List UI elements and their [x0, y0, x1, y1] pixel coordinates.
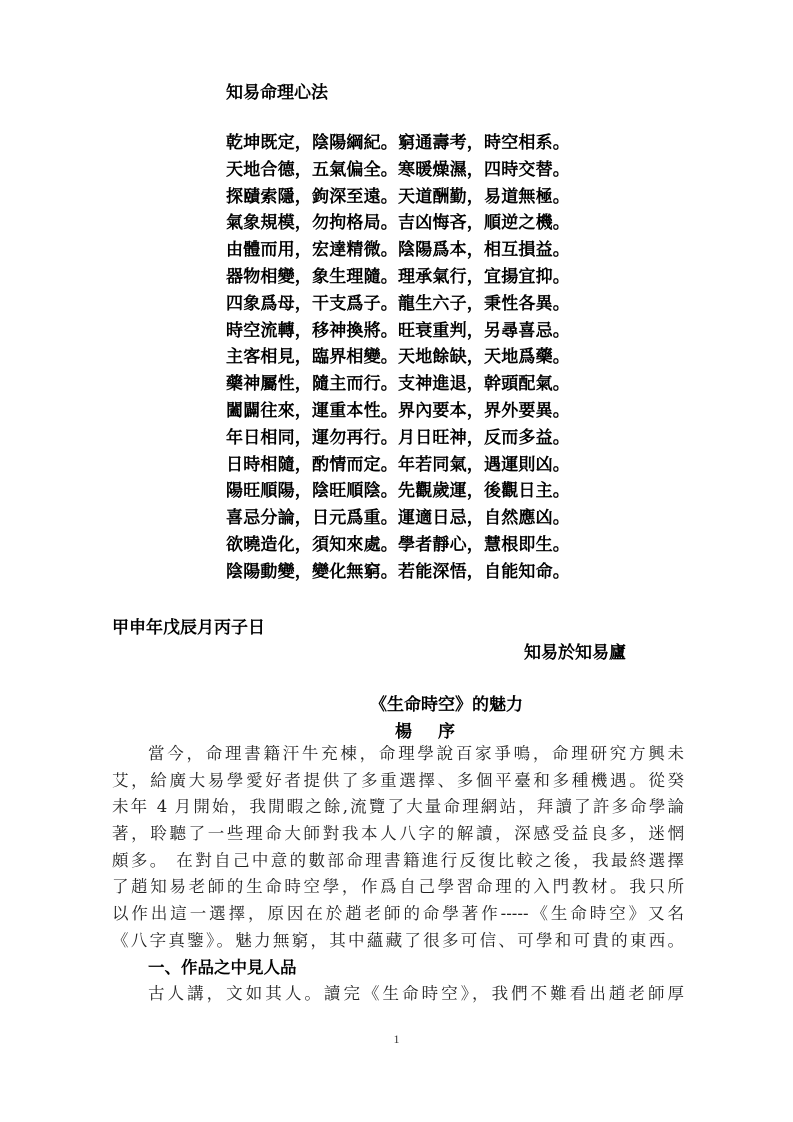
poem-line: 主客相見，臨界相變。天地餘缺，天地爲藥。: [226, 347, 570, 368]
poem-line: 陽旺順陽，陰旺順陰。先觀歲運，後觀日主。: [226, 481, 570, 502]
author-surname: 楊: [395, 722, 412, 742]
poem-line: 器物相變，象生理隨。理承氣行，宜揚宜抑。: [226, 266, 570, 287]
essay-line: 《八字真鑒》。魅力無窮，其中蘊藏了很多可信、可學和可貴的東西。: [112, 930, 684, 950]
poem-verses: [226, 130, 570, 586]
poem-line: 年日相同，運勿再行。月日旺神，反而多益。: [226, 427, 570, 448]
poem-line: 氣象規模，勿拘格局。吉凶悔吝，順逆之機。: [226, 213, 570, 234]
poem-date: 甲申年戊辰月丙子日: [112, 618, 265, 638]
poem-line: 時空流轉，移神換將。旺衰重判，另尋喜忌。: [226, 320, 570, 341]
poem-line: 陰陽動變，變化無窮。若能深悟，自能知命。: [226, 561, 570, 582]
poem-line: 四象爲母，干支爲子。龍生六子，秉性各異。: [226, 293, 570, 314]
essay-line: 了趙知易老師的生命時空學，作爲自己學習命理的入門教材。我只所: [112, 877, 684, 897]
poem-line: 探賾索隱，鉤深至遠。天道酬勤，易道無極。: [226, 186, 570, 207]
essay-line: 頗多。 在對自己中意的數部命理書籍進行反復比較之後，我最終選擇: [112, 850, 684, 870]
poem-signature: 知易於知易廬: [524, 643, 626, 663]
essay-line: 古人講，文如其人。讀完《生命時空》，我們不難看出趙老師厚: [148, 984, 684, 1004]
poem-title: 知易命理心法: [226, 83, 328, 103]
section-heading: 一、作品之中見人品: [148, 957, 297, 977]
essay-line: 艾，給廣大易學愛好者提供了多重選擇、多個平臺和多種機遇。從癸: [112, 770, 684, 790]
poem-line: 由體而用，宏達精微。陰陽爲本，相互損益。: [226, 240, 570, 261]
poem-line: 欲曉造化，須知來處。學者靜心，慧根即生。: [226, 534, 570, 555]
essay-line: 著，聆聽了一些理命大師對我本人八字的解讀，深感受益良多，迷惘: [112, 824, 684, 844]
poem-line: 藥神屬性，隨主而行。支神進退，幹頭配氣。: [226, 374, 570, 395]
essay-author: [395, 717, 455, 742]
page-number: 1: [393, 1032, 400, 1046]
poem-line: 日時相隨，酌情而定。年若同氣，遇運則凶。: [226, 454, 570, 475]
essay-line: 當今，命理書籍汗牛充棟，命理學說百家爭鳴，命理研究方興未: [148, 744, 684, 763]
essay-line: 未年 4 月開始，我閒暇之餘,流覽了大量命理網站，拜讀了許多命學論: [112, 797, 684, 817]
poem-line: 闔闢往來，運重本性。界內要本，界外要異。: [226, 400, 570, 421]
essay-line: 以作出這一選擇，原因在於趙老師的命學著作-----《生命時空》又名: [112, 904, 684, 924]
poem-line: 乾坤既定，陰陽綱紀。窮通壽考，時空相系。: [226, 133, 570, 153]
essay-title: 《生命時空》的魅力: [370, 695, 523, 715]
poem-line: 喜忌分論，日元爲重。運適日忌，自然應凶。: [226, 508, 570, 529]
essay-body: [112, 741, 684, 1008]
poem-line: 天地合德，五氣偏全。寒暖燥濕，四時交替。: [226, 159, 570, 180]
author-suffix: 序: [438, 722, 455, 742]
